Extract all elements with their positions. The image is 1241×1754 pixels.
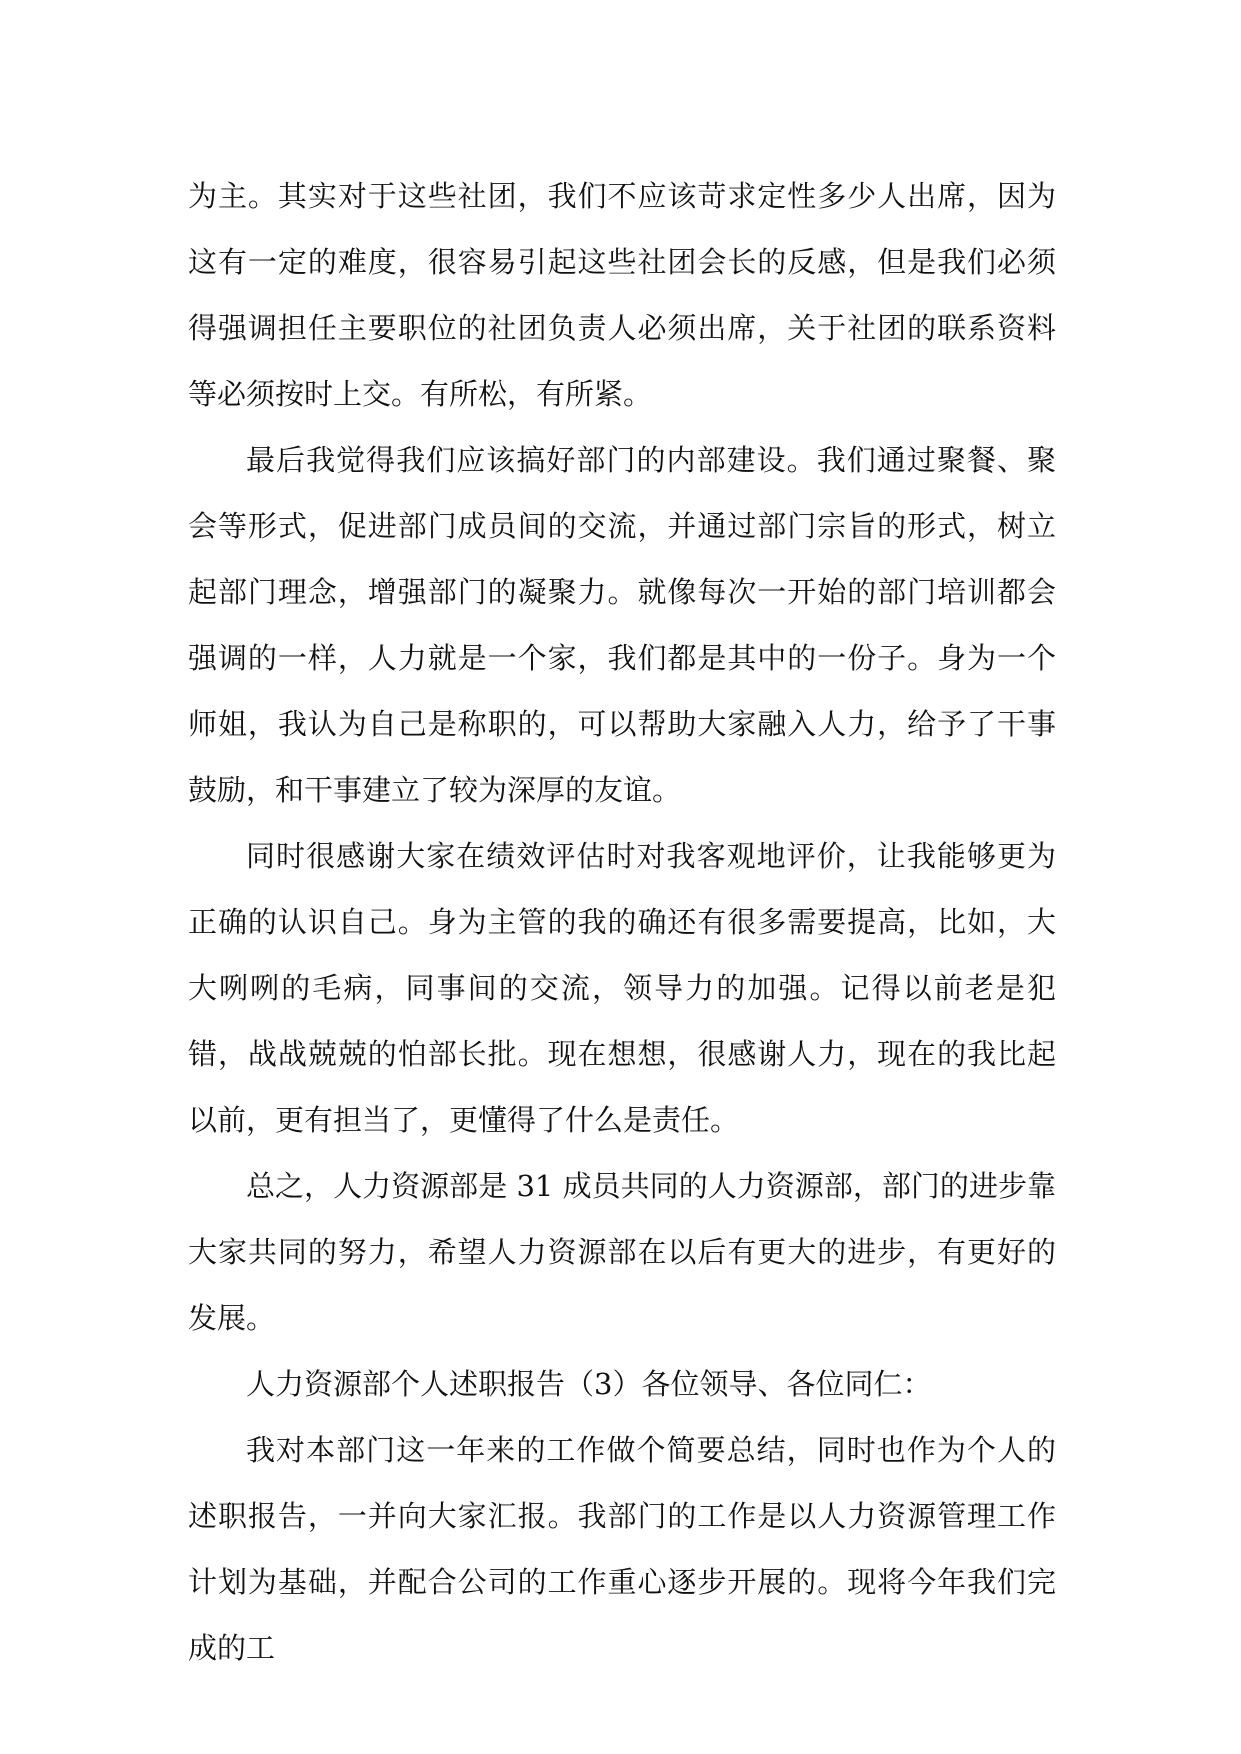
paragraph-5-heading: 人力资源部个人述职报告（3）各位领导、各位同仁： [246,1367,932,1401]
document-body [188,163,1056,1681]
paragraph-3: 同时很感谢大家在绩效评估时对我客观地评价，让我能够更为正确的认识自己。身为主管的我的确还有很多需要提高，比如，大大咧咧的毛病，同事间的交流，领导力的加强。记得以前老是犯错，战战兢兢的怕部长批。现在想想，很感谢人力，现在的我比起以前，更有担当了，更懂得了什么是责任。 [188,839,1056,1137]
paragraph-6: 我对本部门这一年来的工作做个简要总结，同时也作为个人的述职报告，一并向大家汇报。我部门的工作是以人力资源管理工作计划为基础，并配合公司的工作重心逐步开展的。现将今年我们完成的工 [188,1433,1056,1665]
paragraph-2: 最后我觉得我们应该搞好部门的内部建设。我们通过聚餐、聚会等形式，促进部门成员间的交流，并通过部门宗旨的形式，树立起部门理念，增强部门的凝聚力。就像每次一开始的部门培训都会强调的一样，人力就是一个家，我们都是其中的一份子。身为一个师姐，我认为自己是称职的，可以帮助大家融入人力，给予了干事鼓励，和干事建立了较为深厚的友谊。 [188,443,1056,807]
paragraph-4: 总之，人力资源部是 31 成员共同的人力资源部，部门的进步靠大家共同的努力，希望人力资源部在以后有更大的进步，有更好的发展。 [188,1169,1056,1335]
paragraph-1: 为主。其实对于这些社团，我们不应该苛求定性多少人出席，因为这有一定的难度，很容易引起这些社团会长的反感，但是我们必须得强调担任主要职位的社团负责人必须出席，关于社团的联系资料等必须按时上交。有所松，有所紧。 [188,179,1056,411]
